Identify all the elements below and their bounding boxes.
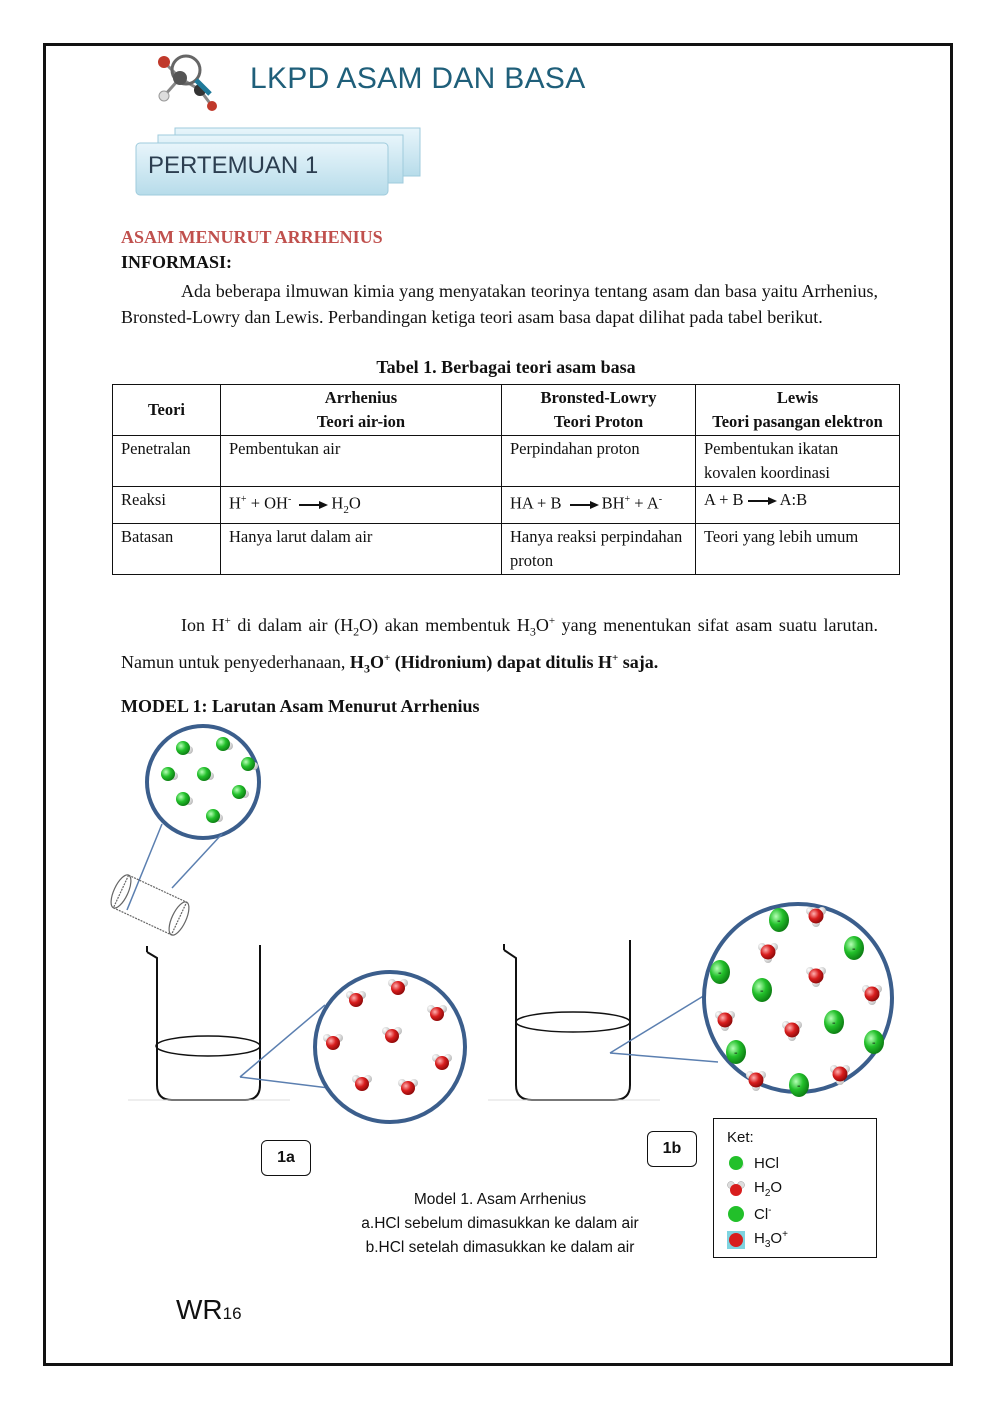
header-arrhenius: Arrhenius Teori air-ion: [221, 385, 502, 436]
hydronium-ion: [746, 1071, 766, 1091]
legend-box: [713, 1118, 877, 1258]
cell-bronsted: Hanya reaksi perpindahan proton: [502, 523, 696, 574]
reaction-arrow-icon: [297, 500, 329, 510]
water-molecule-icon: [726, 1179, 746, 1199]
molecule-magnifier-logo: [150, 48, 230, 118]
table-caption: Tabel 1. Berbagai teori asam basa: [376, 357, 636, 377]
cell-bronsted: Perpindahan proton: [502, 436, 696, 487]
chloride-ion: [769, 908, 789, 932]
solution-zoom-circle: [704, 904, 892, 1092]
caption-line: Model 1. Asam Arrhenius: [413, 1191, 587, 1208]
beaker-1b: [504, 940, 630, 1100]
row-label-penetralan: Penetralan: [113, 436, 221, 487]
hcl-molecule-icon: [726, 1153, 746, 1173]
legend-item-cl: Cl-: [726, 1204, 772, 1224]
chloride-ion-icon: [726, 1204, 746, 1224]
legend-item-hcl: HCl: [726, 1153, 779, 1173]
legend-title: Ket:: [727, 1129, 754, 1146]
table-row: [113, 523, 900, 574]
info-heading: INFORMASI:: [121, 252, 232, 272]
legend-item-h2o: $H_2O$: [726, 1179, 782, 1199]
page-title: LKPD ASAM DAN BASA: [250, 62, 586, 95]
banner-label: PERTEMUAN 1: [148, 152, 319, 179]
model-title: MODEL 1: Larutan Asam Menurut Arrhenius: [121, 696, 480, 716]
header-lewis: Lewis Teori pasangan elektron: [696, 385, 900, 436]
caption-line: b.HCl setelah dimasukkan ke dalam air: [365, 1239, 635, 1256]
header-bronsted: Bronsted-Lowry Teori Proton: [502, 385, 696, 436]
cell-lewis: Teori yang lebih umum: [696, 523, 900, 574]
chloride-ion: [824, 1010, 844, 1034]
header-teori: Teori: [113, 385, 221, 436]
caption-line: a.HCl sebelum dimasukkan ke dalam air: [361, 1215, 639, 1232]
table-row: [113, 436, 900, 487]
chloride-ion: [789, 1073, 809, 1097]
chloride-ion: [864, 1030, 884, 1054]
cell-arrhenius-reaction: H+ + OH- $H_2O$: [221, 487, 502, 524]
table-row: [113, 487, 900, 524]
cell-arrhenius: Pembentukan air: [221, 436, 502, 487]
row-label-batasan: Batasan: [113, 523, 221, 574]
reaction-arrow-icon: [746, 496, 778, 506]
label-1a: 1a: [261, 1140, 311, 1176]
cell-lewis-reaction: A + B A:B: [696, 487, 900, 524]
reaction-arrow-icon: [568, 500, 600, 510]
intro-paragraph: Ada beberapa ilmuwan kimia yang menyatakan teorinya tentang asam dan basa yaitu Arrhenius, Bronsted-Lowry dan Lewis. Perbandingan ketiga teori asam basa dapat dilihat pada tabel berikut.: [121, 281, 878, 327]
hydronium-ion-icon: [726, 1230, 746, 1250]
chloride-ion: [752, 978, 772, 1002]
chloride-ion: [844, 936, 864, 960]
chloride-ion: [726, 1040, 746, 1064]
cell-bronsted-reaction: HA + B BH+ + A-: [502, 487, 696, 524]
row-label-reaksi: Reaksi: [113, 487, 221, 524]
hydronium-paragraph: Ion H+ di dalam air $(H_2O)$ akan membentuk $H_3O^+$ yang menentukan sifat asam suatu larutan. Namun untuk penyederhanaan, $H_3O^+$ (Hidronium) dapat ditulis H+ saja.: [121, 615, 878, 676]
section-title: ASAM MENURUT ARRHENIUS: [121, 227, 383, 247]
test-tube: [107, 872, 193, 938]
cell-arrhenius: Hanya larut dalam air: [221, 523, 502, 574]
footer-mark: WR16: [176, 1294, 242, 1325]
cell-lewis: Pembentukan ikatan kovalen koordinasi: [696, 436, 900, 487]
chloride-ion: [710, 960, 730, 984]
legend-item-h3o: $H_3O^+$: [726, 1229, 788, 1250]
label-1b: 1b: [647, 1131, 697, 1167]
hcl-zoom-circle: [147, 726, 259, 838]
theory-table: [112, 384, 900, 575]
model-caption: [340, 1188, 660, 1260]
table-header-row: [113, 385, 900, 436]
